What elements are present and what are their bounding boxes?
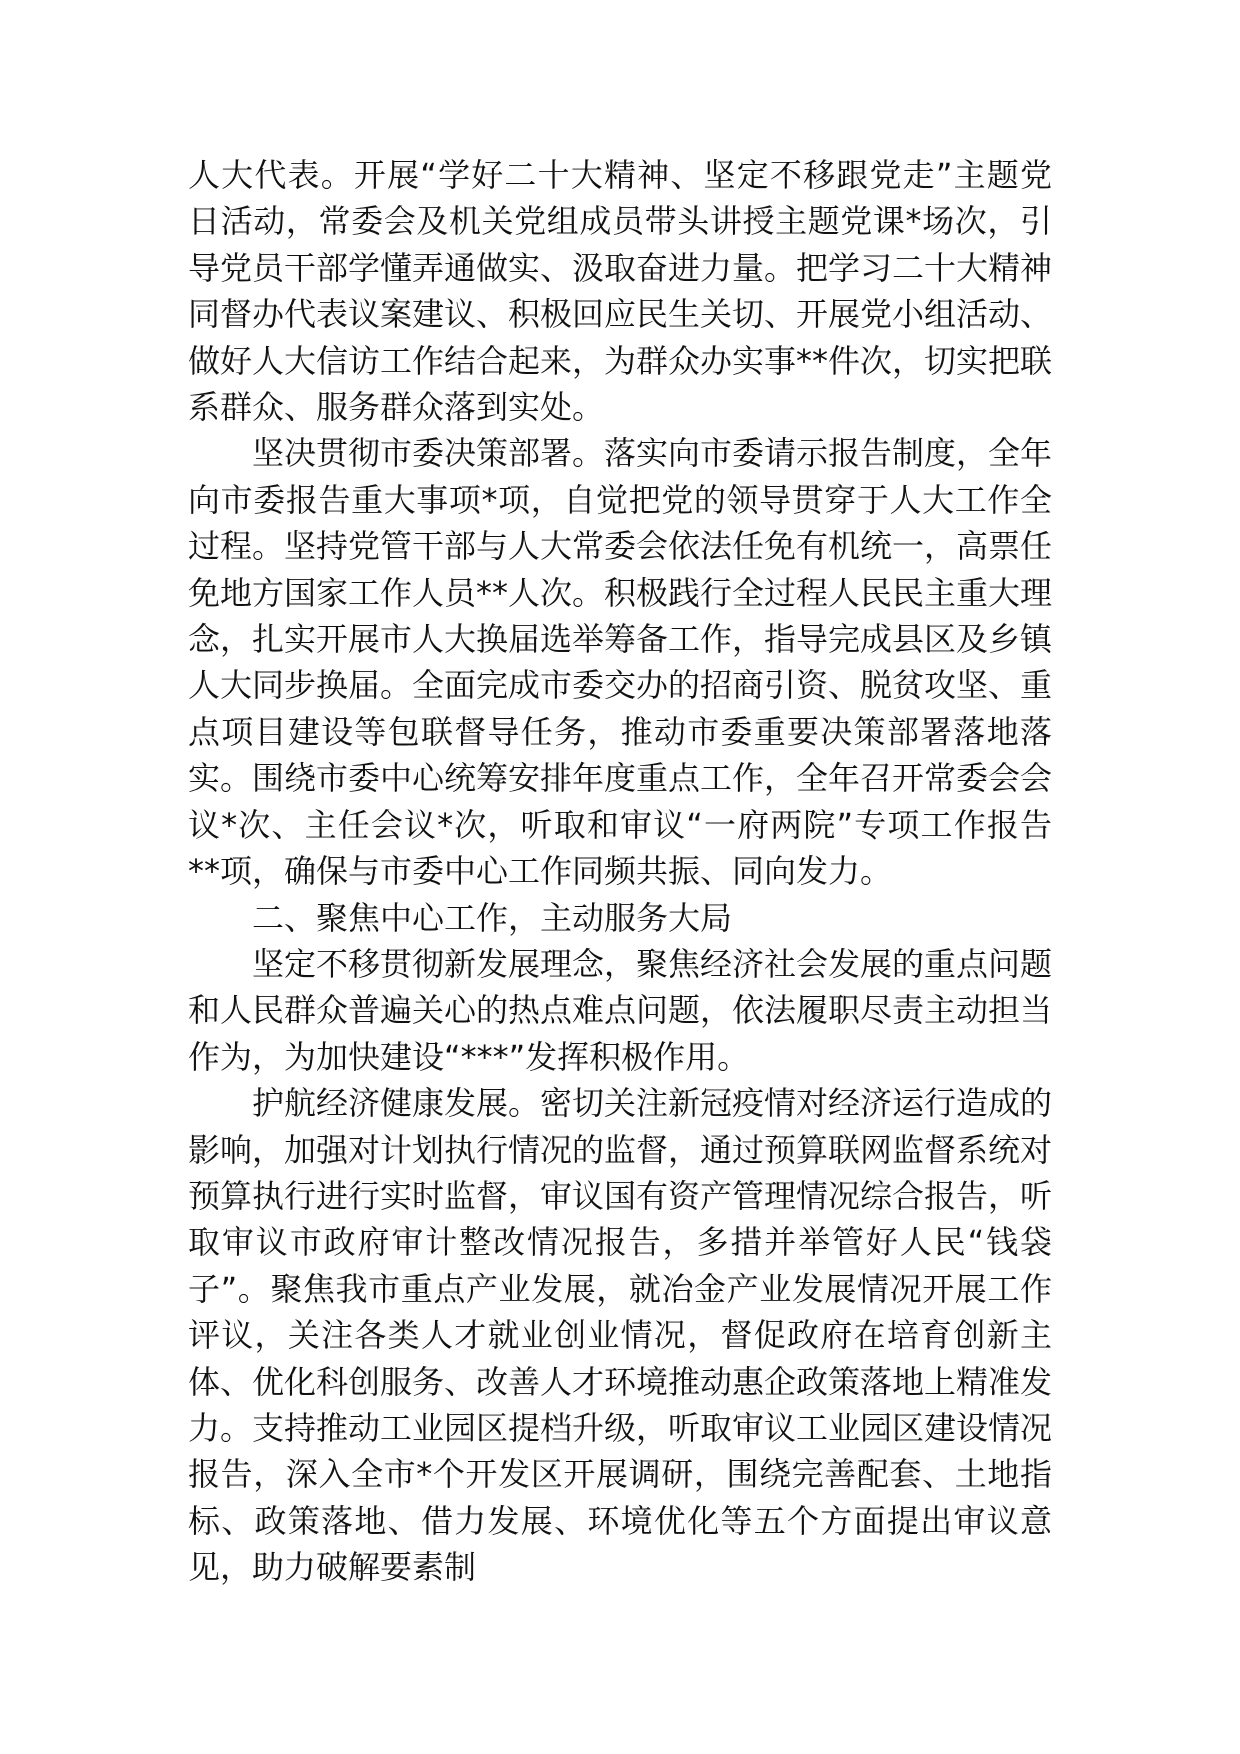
section-heading-two: 二、聚焦中心工作，主动服务大局 bbox=[252, 898, 733, 937]
paragraph-continued-deputies: 人大代表。开展“学好二十大精神、坚定不移跟党走”主题党日活动，常委会及机关党组成员带头讲授主题党课*场次，引导党员干部学懂弄通做实、汲取奋进力量。把学习二十大精神同督办代表议案建议、积极回应民生关切、开展党小组活动、做好人大信访工作结合起来，为群众办实事**件次，切实把联系群众、服务群众落到实处。 bbox=[188, 156, 1053, 427]
paragraph-section-intro: 坚定不移贯彻新发展理念，聚焦经济社会发展的重点问题和人民群众普遍关心的热点难点问题，依法履职尽责主动担当作为，为加快建设“***”发挥积极作用。 bbox=[188, 944, 1053, 1076]
document-body bbox=[188, 152, 1052, 1591]
paragraph-economic-development: 护航经济健康发展。密切关注新冠疫情对经济运行造成的影响，加强对计划执行情况的监督，通过预算联网监督系统对预算执行进行实时监督，审议国有资产管理情况综合报告，听取审议市政府审计整改情况报告，多措并举管好人民“钱袋子”。聚焦我市重点产业发展，就冶金产业发展情况开展工作评议，关注各类人才就业创业情况，督促政府在培育创新主体、优化科创服务、改善人才环境推动惠企政策落地上精准发力。支持推动工业园区提档升级，听取审议工业园区建设情况报告，深入全市*个开发区开展调研，围绕完善配套、土地指标、政策落地、借力发展、环境优化等五个方面提出审议意见，助力破解要素制 bbox=[188, 1084, 1053, 1587]
paragraph-implement-decisions: 坚决贯彻市委决策部署。落实向市委请示报告制度，全年向市委报告重大事项*项，自觉把党的领导贯穿于人大工作全过程。坚持党管干部与人大常委会依法任免有机统一，高票任免地方国家工作人员**人次。积极践行全过程人民民主重大理念，扎实开展市人大换届选举筹备工作，指导完成县区及乡镇人大同步换届。全面完成市委交办的招商引资、脱贫攻坚、重点项目建设等包联督导任务，推动市委重要决策部署落地落实。围绕市委中心统筹安排年度重点工作，全年召开常委会会议*次、主任会议*次，听取和审议“一府两院”专项工作报告**项，确保与市委中心工作同频共振、同向发力。 bbox=[188, 434, 1053, 891]
